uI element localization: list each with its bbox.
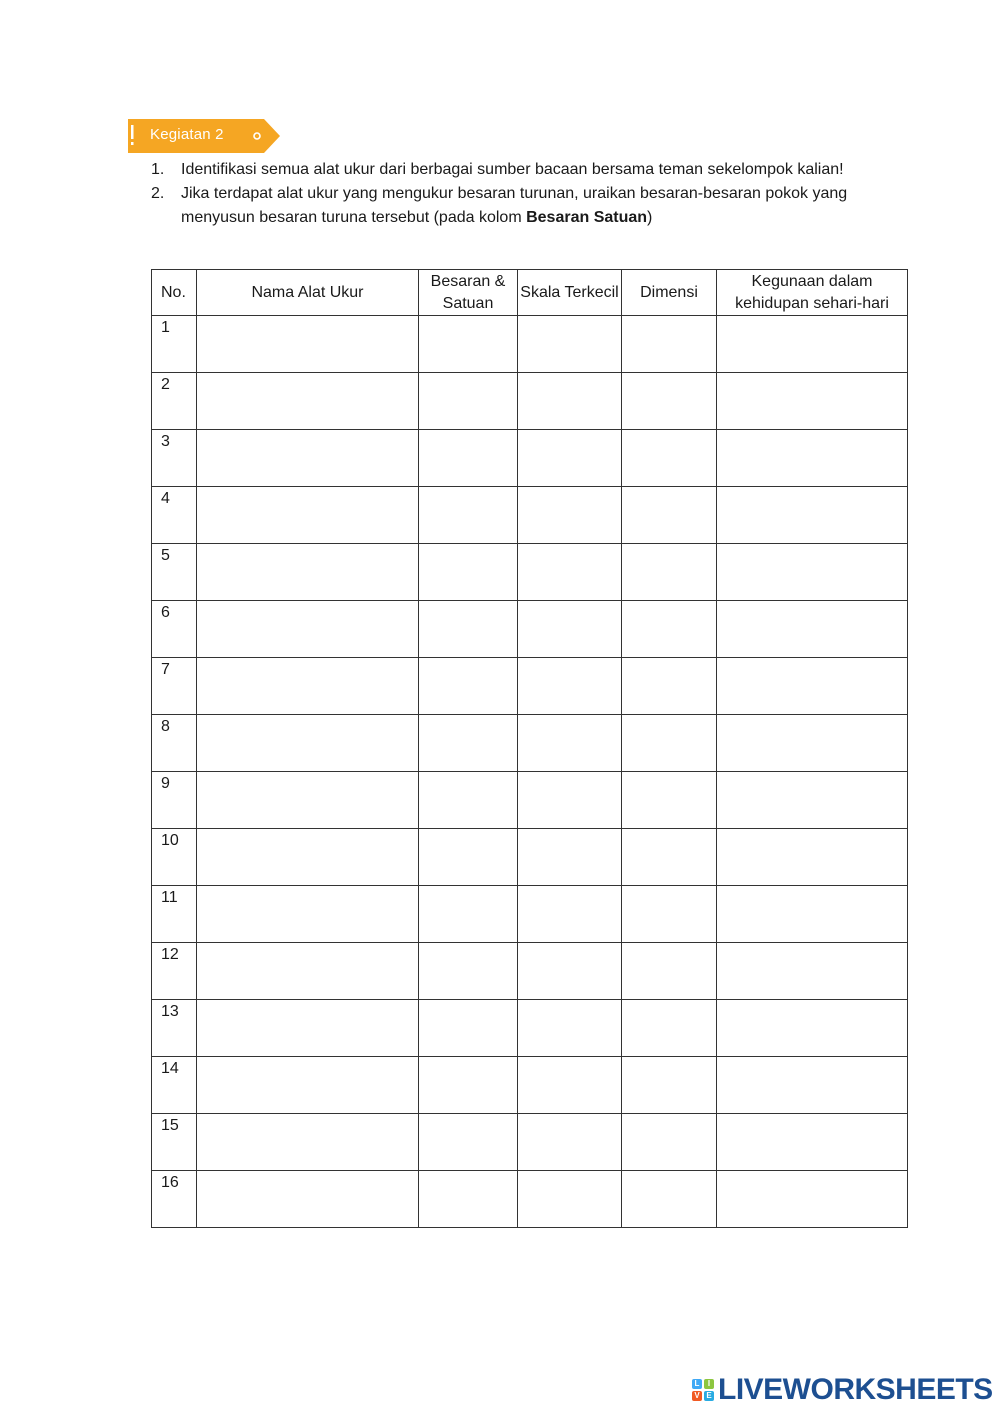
table-row	[152, 1000, 908, 1057]
dimension-cell[interactable]	[622, 715, 717, 772]
dimension-cell[interactable]	[622, 544, 717, 601]
smallest-scale-cell[interactable]	[518, 1171, 622, 1228]
smallest-scale-cell[interactable]	[518, 544, 622, 601]
smallest-scale-cell[interactable]	[518, 886, 622, 943]
table-row	[152, 373, 908, 430]
quantity-unit-cell[interactable]	[419, 886, 518, 943]
header-tool-name: Nama Alat Ukur	[197, 270, 419, 316]
usage-cell[interactable]	[717, 715, 908, 772]
row-number: 9	[152, 772, 197, 829]
row-number: 2	[152, 373, 197, 430]
tool-name-cell[interactable]	[197, 487, 419, 544]
row-number: 16	[152, 1171, 197, 1228]
smallest-scale-cell[interactable]	[518, 316, 622, 373]
dimension-cell[interactable]	[622, 772, 717, 829]
usage-cell[interactable]	[717, 1057, 908, 1114]
usage-cell[interactable]	[717, 772, 908, 829]
instruction-list	[148, 158, 908, 230]
usage-cell[interactable]	[717, 943, 908, 1000]
instruction-item: 1. Identifikasi semua alat ukur dari berbagai sumber bacaan bersama teman sekelompok kalian!	[151, 161, 844, 178]
smallest-scale-cell[interactable]	[518, 715, 622, 772]
table-row	[152, 886, 908, 943]
table-row	[152, 943, 908, 1000]
row-number: 6	[152, 601, 197, 658]
instruction-item: 2. Jika terdapat alat ukur yang mengukur besaran turunan, uraikan besaran-besaran pokok yang menyusun besaran turuna tersebut (pada kolom Besaran Satuan)	[151, 185, 848, 226]
quantity-unit-cell[interactable]	[419, 316, 518, 373]
dimension-cell[interactable]	[622, 1171, 717, 1228]
table-row	[152, 1114, 908, 1171]
dimension-cell[interactable]	[622, 487, 717, 544]
row-number: 15	[152, 1114, 197, 1171]
table-row	[152, 772, 908, 829]
emphasis-column-name: Besaran Satuan	[526, 209, 648, 226]
exclamation-icon	[131, 125, 134, 139]
smallest-scale-cell[interactable]	[518, 1057, 622, 1114]
header-quantity-unit: Besaran & Satuan	[419, 270, 518, 316]
quantity-unit-cell[interactable]	[419, 772, 518, 829]
header-no: No.	[152, 270, 197, 316]
row-number: 7	[152, 658, 197, 715]
tool-name-cell[interactable]	[197, 1000, 419, 1057]
row-number: 14	[152, 1057, 197, 1114]
table-row	[152, 658, 908, 715]
usage-cell[interactable]	[717, 316, 908, 373]
dimension-cell[interactable]	[622, 316, 717, 373]
logo-mark-tile: E	[704, 1391, 714, 1401]
table-row	[152, 715, 908, 772]
usage-cell[interactable]	[717, 601, 908, 658]
smallest-scale-cell[interactable]	[518, 1114, 622, 1171]
row-number: 10	[152, 829, 197, 886]
quantity-unit-cell[interactable]	[419, 658, 518, 715]
usage-cell[interactable]	[717, 544, 908, 601]
instruction-text: Identifikasi semua alat ukur dari berbagai sumber bacaan bersama teman sekelompok kalian!	[181, 161, 844, 178]
tool-name-cell[interactable]	[197, 373, 419, 430]
header-usage: Kegunaan dalam kehidupan sehari-hari	[717, 270, 908, 316]
table-row	[152, 316, 908, 373]
table-row	[152, 487, 908, 544]
table-row	[152, 1057, 908, 1114]
dimension-cell[interactable]	[622, 1000, 717, 1057]
logo-mark-tile: L	[692, 1379, 702, 1389]
smallest-scale-cell[interactable]	[518, 772, 622, 829]
tool-name-cell[interactable]	[197, 829, 419, 886]
row-number: 4	[152, 487, 197, 544]
tool-name-cell[interactable]	[197, 886, 419, 943]
dimension-cell[interactable]	[622, 373, 717, 430]
smallest-scale-cell[interactable]	[518, 601, 622, 658]
tool-name-cell[interactable]	[197, 1057, 419, 1114]
table-row	[152, 601, 908, 658]
dimension-cell[interactable]	[622, 886, 717, 943]
table-body	[152, 316, 908, 1228]
quantity-unit-cell[interactable]	[419, 430, 518, 487]
quantity-unit-cell[interactable]	[419, 715, 518, 772]
smallest-scale-cell[interactable]	[518, 943, 622, 1000]
dimension-cell[interactable]	[622, 430, 717, 487]
tool-name-cell[interactable]	[197, 658, 419, 715]
logo-mark-tile: V	[692, 1391, 702, 1401]
smallest-scale-cell[interactable]	[518, 1000, 622, 1057]
tool-name-cell[interactable]	[197, 1114, 419, 1171]
usage-cell[interactable]	[717, 373, 908, 430]
quantity-unit-cell[interactable]	[419, 544, 518, 601]
usage-cell[interactable]	[717, 1114, 908, 1171]
usage-cell[interactable]	[717, 829, 908, 886]
quantity-unit-cell[interactable]	[419, 1171, 518, 1228]
instruction-text: Jika terdapat alat ukur yang mengukur besaran turunan, uraikan besaran-besaran pokok yang menyusun besaran turuna tersebut (pada kolom Besaran Satuan)	[181, 185, 848, 226]
row-number: 3	[152, 430, 197, 487]
dimension-cell[interactable]	[622, 658, 717, 715]
row-number: 1	[152, 316, 197, 373]
dimension-cell[interactable]	[622, 829, 717, 886]
table-row	[152, 1171, 908, 1228]
smallest-scale-cell[interactable]	[518, 487, 622, 544]
table-row	[152, 430, 908, 487]
header-dimension: Dimensi	[622, 270, 717, 316]
liveworksheets-logo	[692, 1374, 993, 1406]
quantity-unit-cell[interactable]	[419, 1057, 518, 1114]
table-row	[152, 544, 908, 601]
smallest-scale-cell[interactable]	[518, 829, 622, 886]
header-smallest-scale: Skala Terkecil	[518, 270, 622, 316]
quantity-unit-cell[interactable]	[419, 829, 518, 886]
activity-banner	[128, 119, 280, 153]
usage-cell[interactable]	[717, 886, 908, 943]
activity-title: Kegiatan 2	[150, 126, 224, 143]
row-number: 8	[152, 715, 197, 772]
tool-name-cell[interactable]	[197, 430, 419, 487]
quantity-unit-cell[interactable]	[419, 601, 518, 658]
row-number: 5	[152, 544, 197, 601]
tool-name-cell[interactable]	[197, 772, 419, 829]
logo-mark-tile: I	[704, 1379, 714, 1389]
dimension-cell[interactable]	[622, 1114, 717, 1171]
usage-cell[interactable]	[717, 1171, 908, 1228]
smallest-scale-cell[interactable]	[518, 658, 622, 715]
logo-mark-icon	[692, 1379, 714, 1401]
quantity-unit-cell[interactable]	[419, 943, 518, 1000]
measurement-tools-table	[151, 269, 908, 1228]
usage-cell[interactable]	[717, 487, 908, 544]
smallest-scale-cell[interactable]	[518, 430, 622, 487]
tool-name-cell[interactable]	[197, 601, 419, 658]
quantity-unit-cell[interactable]	[419, 373, 518, 430]
dimension-cell[interactable]	[622, 1057, 717, 1114]
row-number: 12	[152, 943, 197, 1000]
usage-cell[interactable]	[717, 430, 908, 487]
tool-name-cell[interactable]	[197, 316, 419, 373]
row-number: 11	[152, 886, 197, 943]
smallest-scale-cell[interactable]	[518, 373, 622, 430]
usage-cell[interactable]	[717, 658, 908, 715]
tool-name-cell[interactable]	[197, 1171, 419, 1228]
quantity-unit-cell[interactable]	[419, 1114, 518, 1171]
tool-name-cell[interactable]	[197, 715, 419, 772]
dimension-cell[interactable]	[622, 601, 717, 658]
usage-cell[interactable]	[717, 1000, 908, 1057]
tool-name-cell[interactable]	[197, 544, 419, 601]
logo-text: LIVEWORKSHEETS	[718, 1373, 993, 1406]
dimension-cell[interactable]	[622, 943, 717, 1000]
quantity-unit-cell[interactable]	[419, 1000, 518, 1057]
table-row	[152, 829, 908, 886]
table-header-row	[152, 270, 908, 316]
quantity-unit-cell[interactable]	[419, 487, 518, 544]
tool-name-cell[interactable]	[197, 943, 419, 1000]
row-number: 13	[152, 1000, 197, 1057]
